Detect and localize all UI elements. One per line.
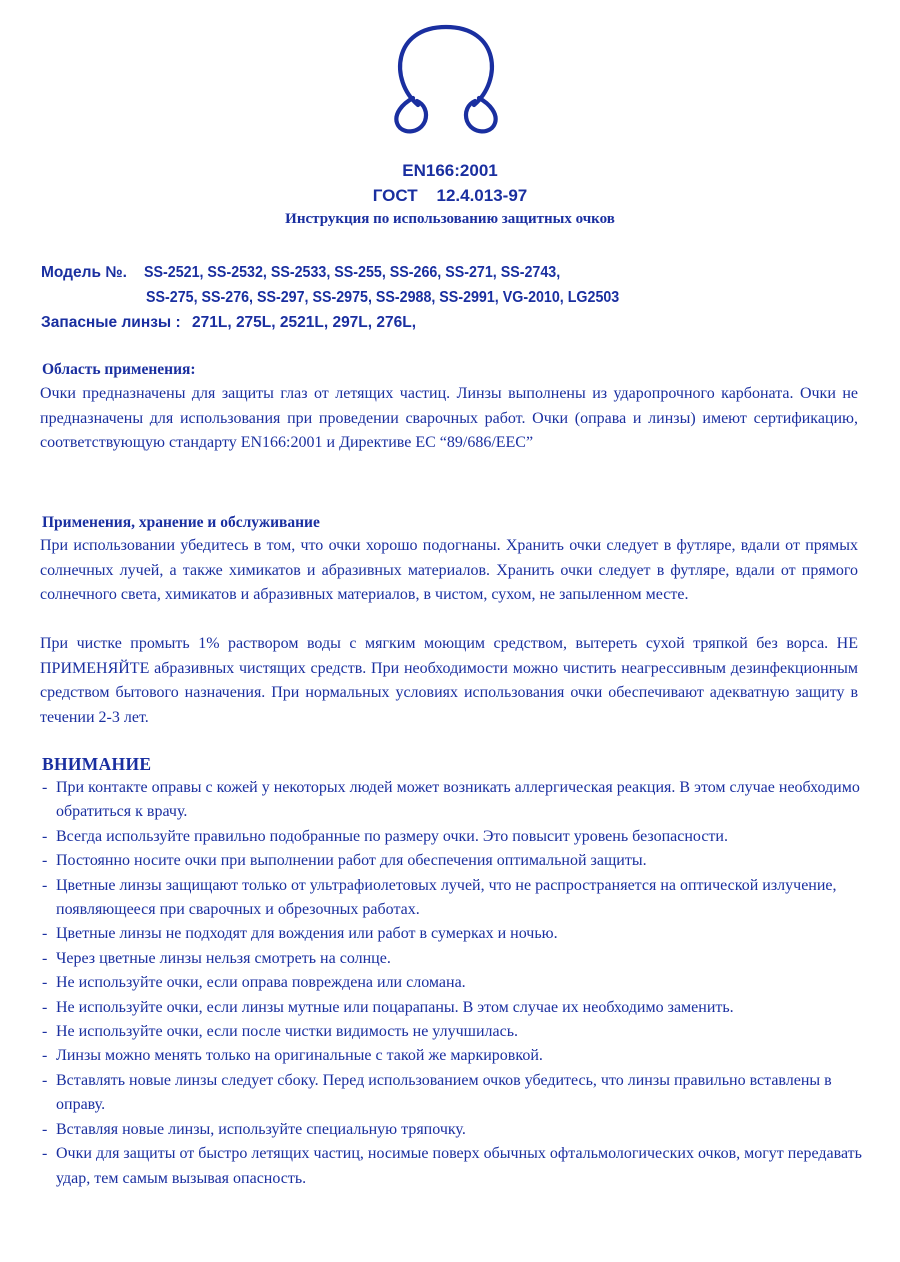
- list-item: - Через цветные линзы нельзя смотреть на солнце.: [40, 947, 864, 971]
- model-label: Модель №.: [41, 264, 127, 281]
- spare-lenses-label: Запасные линзы :: [41, 314, 181, 331]
- list-item: - Не используйте очки, если линзы мутные или поцарапаны. В этом случае их необходимо заменить.: [40, 996, 864, 1020]
- list-item: - Не используйте очки, если оправа повреждена или сломана.: [40, 971, 864, 995]
- scope-text: Очки предназначены для защиты глаз от летящих частиц. Линзы выполнены из ударопрочного карбоната. Очки не предназначены для использования при проведении сварочных работ. Очки (оправа и линзы) имеют сертификацию, соответствующую стандарту EN166:2001 и Директиве ЕС “89/686/EEC”: [40, 385, 858, 451]
- document-title: Инструкция по использованию защитных очков: [285, 211, 615, 227]
- list-item: - Постоянно носите очки при выполнении работ для обеспечения оптимальной защиты.: [40, 849, 864, 873]
- omega-symbol-icon: [387, 22, 505, 138]
- list-item: - При контакте оправы с кожей у некоторых людей может возникать аллергическая реакция. В этом случае необходимо обратиться к врачу.: [40, 776, 864, 825]
- warning-heading: ВНИМАНИЕ: [42, 754, 152, 774]
- list-item: - Цветные линзы не подходят для вождения или работ в сумерках и ночью.: [40, 922, 864, 946]
- standard-gost: ГОСТ 12.4.013-97: [372, 186, 528, 205]
- list-item: - Вставлять новые линзы следует сбоку. Перед использованием очков убедитесь, что линзы правильно вставлены в оправу.: [40, 1069, 864, 1118]
- cleaning-text: При чистке промыть 1% раствором воды с мягким моющим средством, вытереть сухой тряпкой без ворса. НЕ ПРИМЕНЯЙТЕ абразивных чистящих средств. При необходимости можно чистить неагрессивным дезинфекционным средством бытового назначения. При нормальных условиях использования очки обеспечивают адекватную защиту в течении 2-3 лет.: [40, 635, 858, 726]
- list-item: - Не используйте очки, если после чистки видимость не улучшилась.: [40, 1020, 864, 1044]
- list-item: - Цветные линзы защищают только от ультрафиолетовых лучей, что не распространяется на оптической излучение, появляющееся при сварочных и обрезочных работах.: [40, 874, 864, 923]
- standard-en: EN166:2001: [402, 161, 498, 180]
- scope-heading: Область применения:: [42, 361, 196, 378]
- list-item: - Линзы можно менять только на оригинальные с такой же маркировкой.: [40, 1044, 864, 1068]
- list-item: - Всегда используйте правильно подобранные по размеру очки. Это повысит уровень безопасности.: [40, 825, 864, 849]
- usage-heading: Применения, хранение и обслуживание: [42, 514, 320, 531]
- model-list-line-1: SS-2521, SS-2532, SS-2533, SS-255, SS-266, SS-271, SS-2743,: [144, 264, 561, 281]
- warning-list: [40, 776, 864, 1191]
- list-item: - Очки для защиты от быстро летящих частиц, носимые поверх обычных офтальмологических очков, могут передавать удар, тем самым вызывая опасность.: [40, 1142, 864, 1191]
- usage-text: При использовании убедитесь в том, что очки хорошо подогнаны. Хранить очки следует в футляре, вдали от прямых солнечных лучей, а также химикатов и абразивных материалов. Хранить очки следует в футляре, вдали от прямого солнечного света, химикатов и абразивных материалов, в чистом, сухом, не запыленном месте.: [40, 537, 858, 603]
- model-list-line-2: SS-275, SS-276, SS-297, SS-2975, SS-2988, SS-2991, VG-2010, LG2503: [146, 289, 620, 306]
- list-item: - Вставляя новые линзы, используйте специальную тряпочку.: [40, 1118, 864, 1142]
- spare-lenses-list: 271L, 275L, 2521L, 297L, 276L,: [192, 314, 417, 331]
